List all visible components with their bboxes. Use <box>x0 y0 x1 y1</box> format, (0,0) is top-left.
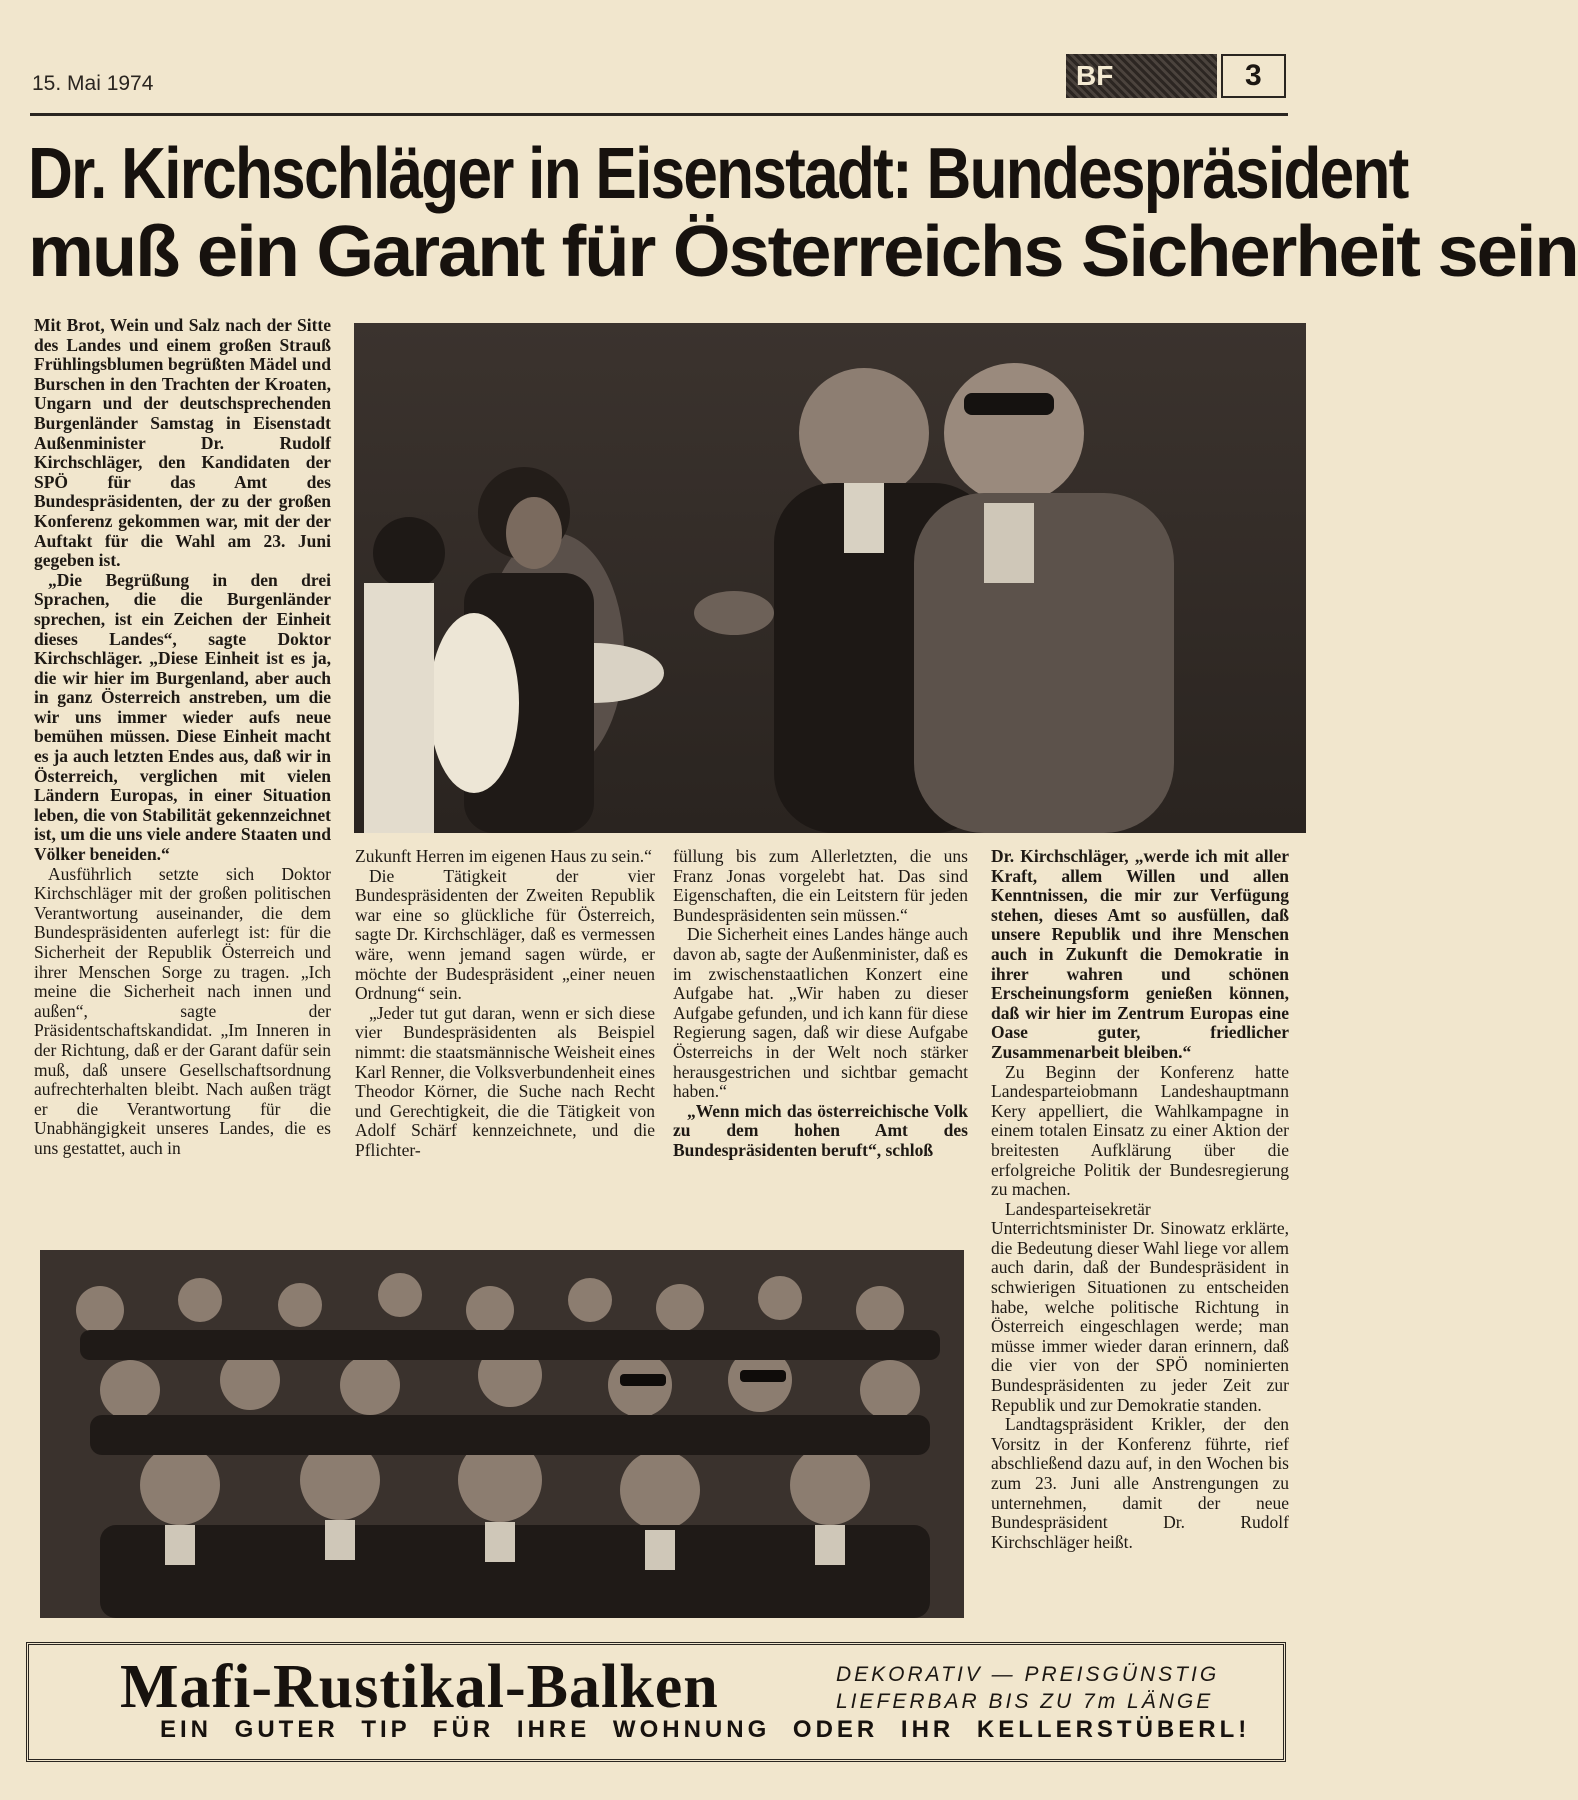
section-code: BF <box>1066 54 1217 98</box>
ad-title: Mafi-Rustikal-Balken <box>120 1653 719 1721</box>
handshake-photo-image <box>354 323 1306 833</box>
page-number: 3 <box>1221 54 1286 98</box>
article-paragraph: Die Tätigkeit der vier Bundespräsidenten der Zweiten Republik war eine so glückliche für Österreich, sagte Dr. Kirchschläger, daß es vermessen wäre, wenn jemand sagen würde, er möchte der Budespräsident „einer neuen Ordnung“ sein. <box>355 865 655 1004</box>
article-paragraph: Landtagspräsident Krikler, der den Vorsitz in der Konferenz führte, rief abschließend dazu auf, in den Wochen bis zum 23. Juni alle Anstrengungen zu unternehmen, damit der neue Bundespräsident Dr. Rudolf Kirchschläger heißt. <box>991 1414 1289 1552</box>
article-paragraph: Ausführlich setzte sich Doktor Kirchschläger mit der großen politischen Verantwortung auseinander, die dem Bundespräsidenten auferlegt ist: für die Sicherheit der Republik Österreich und ihrer Menschen Sorge zu tragen. „Ich meine die Sicherheit nach innen und außen“, sagte der Präsidentschaftskandidat. „Im Inneren in der Richtung, daß er der Garant dafür sein muß, daß unsere Gesellschaftsordnung aufrechterhalten bleibt. Nach außen trägt er die Verantwortung für die Unabhängigkeit unseres Landes, die es uns gestattet, auch in <box>34 863 331 1158</box>
headline <box>28 134 1578 292</box>
article-paragraph: füllung bis zum Allerletzten, die uns Franz Jonas vorgelebt hat. Das sind Eigenschaften, die ein Leitstern für jeden Bundespräsidenten sein müssen.“ <box>673 846 968 925</box>
article-paragraph: Dr. Kirchschläger, „werde ich mit aller Kraft, allem Willen und allen Kenntnissen, die mir zur Verfügung stehen, dieses Amt so ausfüllen, daß unsere Republik und ihre Menschen auch in Zukunft die Demokratie in ihrer wahren und schönen Erscheinungsform genießen können, daß wir hier im Zentrum Europas eine Oase guter, friedlicher Zusammenarbeit bleiben.“ <box>991 846 1289 1062</box>
photo-audience <box>40 1250 964 1618</box>
article-paragraph: „Jeder tut gut daran, wenn er sich diese vier Bundespräsidenten als Beispiel nimmt: die staatsmännische Weisheit eines Karl Renner, die Volksverbundenheit eines Theodor Körner, die Suche nach Recht und Gerechtigkeit, die die Tätigkeit von Adolf Schärf kennzeichnete, und die Pflichter- <box>355 1002 655 1160</box>
article-paragraph: Zukunft Herren im eigenen Haus zu sein.“ <box>355 846 652 866</box>
section-marker <box>1066 54 1286 98</box>
audience-photo-image <box>40 1250 964 1618</box>
article-column-3 <box>673 847 968 1161</box>
lead-paragraph: Mit Brot, Wein und Salz nach der Sitte des Landes und einem großen Strauß Frühlingsblumen begrüßten Mädel und Burschen in den Trachten der Kroaten, Ungarn und der deutschsprechenden Burgenländer Samstag in Eisenstadt Außenminister Dr. Rudolf Kirchschläger, den Kandidaten der SPÖ für das Amt des Bundespräsidenten, der zu der großen Konferenz gekommen war, mit der der Auftakt für die Wahl am 23. Juni gegeben ist. <box>34 315 331 571</box>
article-paragraph: Zu Beginn der Konferenz hatte Landesparteiobmann Landeshauptmann Kery appelliert, die Wahlkampagne in einem totalen Einsatz zu einer Aktion der breitesten Aufklärung über die erfolgreiche Politik der Bundesregierung zu machen. <box>991 1061 1289 1200</box>
headline-line-2: muß ein Garant für Österreichs Sicherheit sein <box>28 212 1578 292</box>
header-rule <box>30 113 1288 116</box>
headline-line-1: Dr. Kirchschläger in Eisenstadt: Bundespräsident <box>28 134 1408 214</box>
article-paragraph: „Wenn mich das österreichische Volk zu dem hohen Amt des Bundespräsidenten beruft“, schloß <box>673 1100 968 1160</box>
article-paragraph: Landesparteisekretär Unterrichtsminister Dr. Sinowatz erklärte, die Bedeutung dieser Wahl liege vor allem auch darin, daß der Bundespräsident in schwierigen Situationen zu entscheiden habe, welche politische Richtung in Österreich eingeschlagen werde; man müsse immer wieder daran erinnern, daß die vier von der SPÖ nominierten Bundespräsidenten zu jeder Zeit zur Republik und zur Demokratie standen. <box>991 1198 1289 1415</box>
article-paragraph: Die Sicherheit eines Landes hänge auch davon ab, sagte der Außenminister, daß es im zwischenstaatlichen Konzert eine Aufgabe hat. „Wir haben zu dieser Aufgabe gefunden, und ich kann für diese Regierung sagen, daß wir diese Aufgabe Österreichs in der Welt noch stärker herausgestrichen und sichtbar gemacht haben.“ <box>673 924 968 1102</box>
ad-tagline-1: DEKORATIV — PREISGÜNSTIG <box>836 1663 1220 1686</box>
article-paragraph: „Die Begrüßung in den drei Sprachen, die die Burgenländer sprechen, ist ein Zeichen der Einheit dieses Landes“, sagte Doktor Kirchschläger. „Diese Einheit ist es ja, die wir hier im Burgenland, aber auch in ganz Österreich anstreben, um die wir uns immer wieder aufs neue bemühen müssen. Diese Einheit macht es ja auch letzten Endes aus, daß wir in Österreich, verglichen mit vielen Ländern Europas, in einer Situation leben, die von Stabilität gekennzeichnet ist, um die uns viele andere Staaten und Völker beneiden.“ <box>34 569 331 865</box>
ad-slogan: EIN GUTER TIP FÜR IHRE WOHNUNG ODER IHR KELLERSTÜBERL! <box>160 1716 1251 1743</box>
article-column-1 <box>34 316 331 1159</box>
ad-tagline-2: LIEFERBAR BIS ZU 7m LÄNGE <box>836 1690 1214 1713</box>
issue-date: 15. Mai 1974 <box>32 72 154 95</box>
photo-handshake <box>354 323 1306 833</box>
article-column-4 <box>991 847 1289 1552</box>
article-column-2 <box>355 847 655 1161</box>
